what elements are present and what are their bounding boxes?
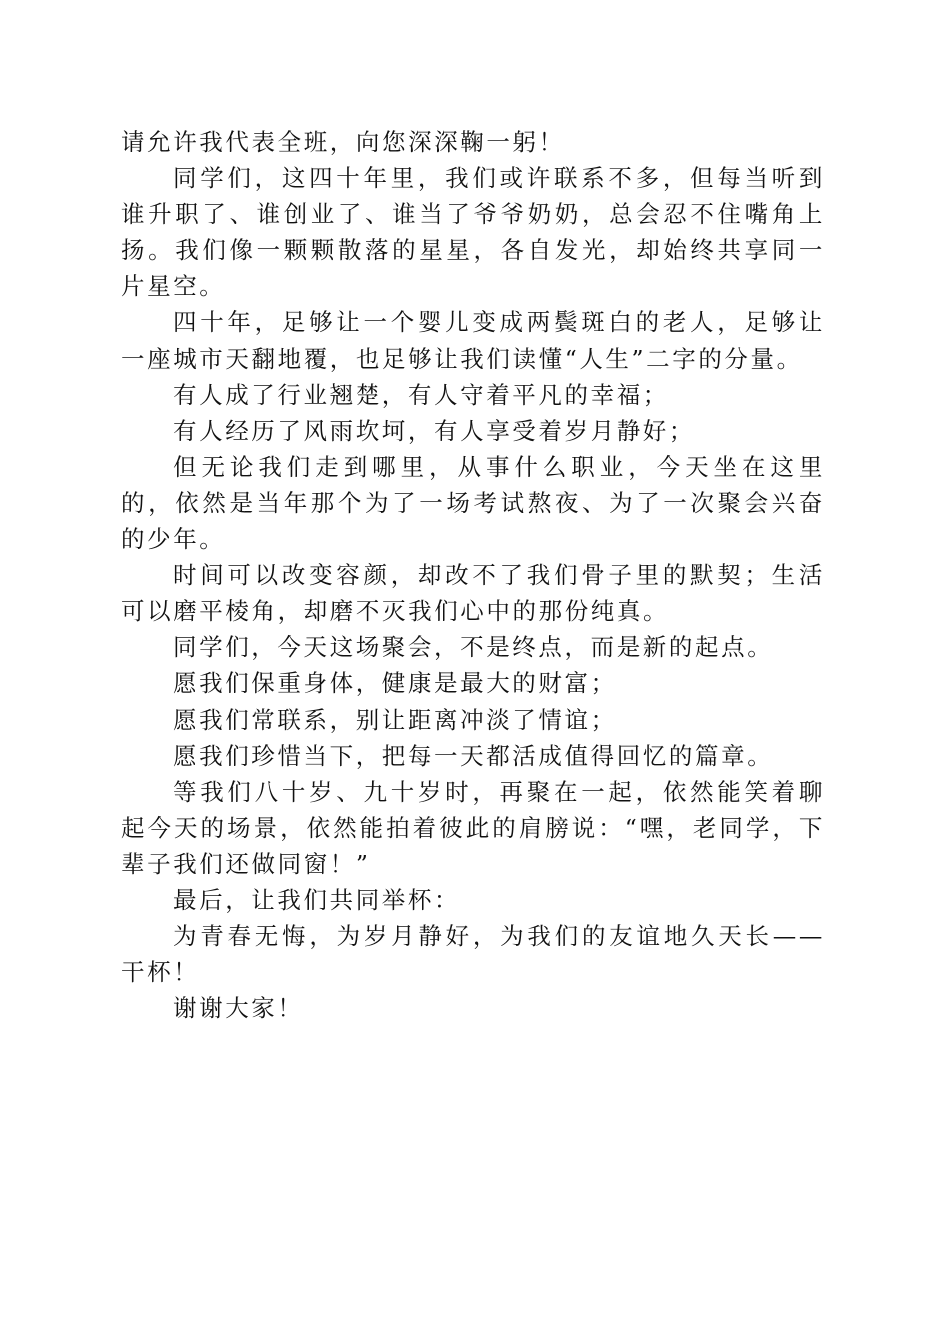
paragraph: 有人经历了风雨坎坷，有人享受着岁月静好； — [173, 416, 695, 445]
paragraph: 等我们八十岁、九十岁时，再聚在一起，依然能笑着聊起今天的场景，依然能拍着彼此的肩膀说：“嘿，老同学，下辈子我们还做同窗！” — [121, 777, 825, 878]
speech-body — [121, 124, 825, 1026]
paragraph: 同学们，今天这场聚会，不是终点，而是新的起点。 — [173, 633, 774, 662]
paragraph: 为青春无悔，为岁月静好，为我们的友谊地久天长——干杯！ — [121, 922, 825, 987]
paragraph: 愿我们保重身体，健康是最大的财富； — [173, 669, 617, 698]
paragraph: 有人成了行业翘楚，有人守着平凡的幸福； — [173, 380, 669, 409]
paragraph: 愿我们常联系，别让距离冲淡了情谊； — [173, 705, 617, 734]
paragraph: 谢谢大家！ — [173, 994, 304, 1023]
paragraph: 时间可以改变容颜，却改不了我们骨子里的默契；生活可以磨平棱角，却磨不灭我们心中的那份纯真。 — [121, 561, 825, 626]
paragraph: 请允许我代表全班，向您深深鞠一躬！ — [121, 128, 565, 156]
paragraph: 愿我们珍惜当下，把每一天都活成值得回忆的篇章。 — [173, 741, 774, 770]
paragraph: 最后，让我们共同举杯： — [173, 885, 461, 914]
paragraph: 四十年，足够让一个婴儿变成两鬓斑白的老人，足够让一座城市天翻地覆，也足够让我们读懂“人生”二字的分量。 — [121, 308, 825, 373]
paragraph: 同学们，这四十年里，我们或许联系不多，但每当听到谁升职了、谁创业了、谁当了爷爷奶奶，总会忍不住嘴角上扬。我们像一颗颗散落的星星，各自发光，却始终共享同一片星空。 — [121, 164, 825, 301]
paragraph: 但无论我们走到哪里，从事什么职业，今天坐在这里的，依然是当年那个为了一场考试熬夜、为了一次聚会兴奋的少年。 — [121, 452, 825, 554]
